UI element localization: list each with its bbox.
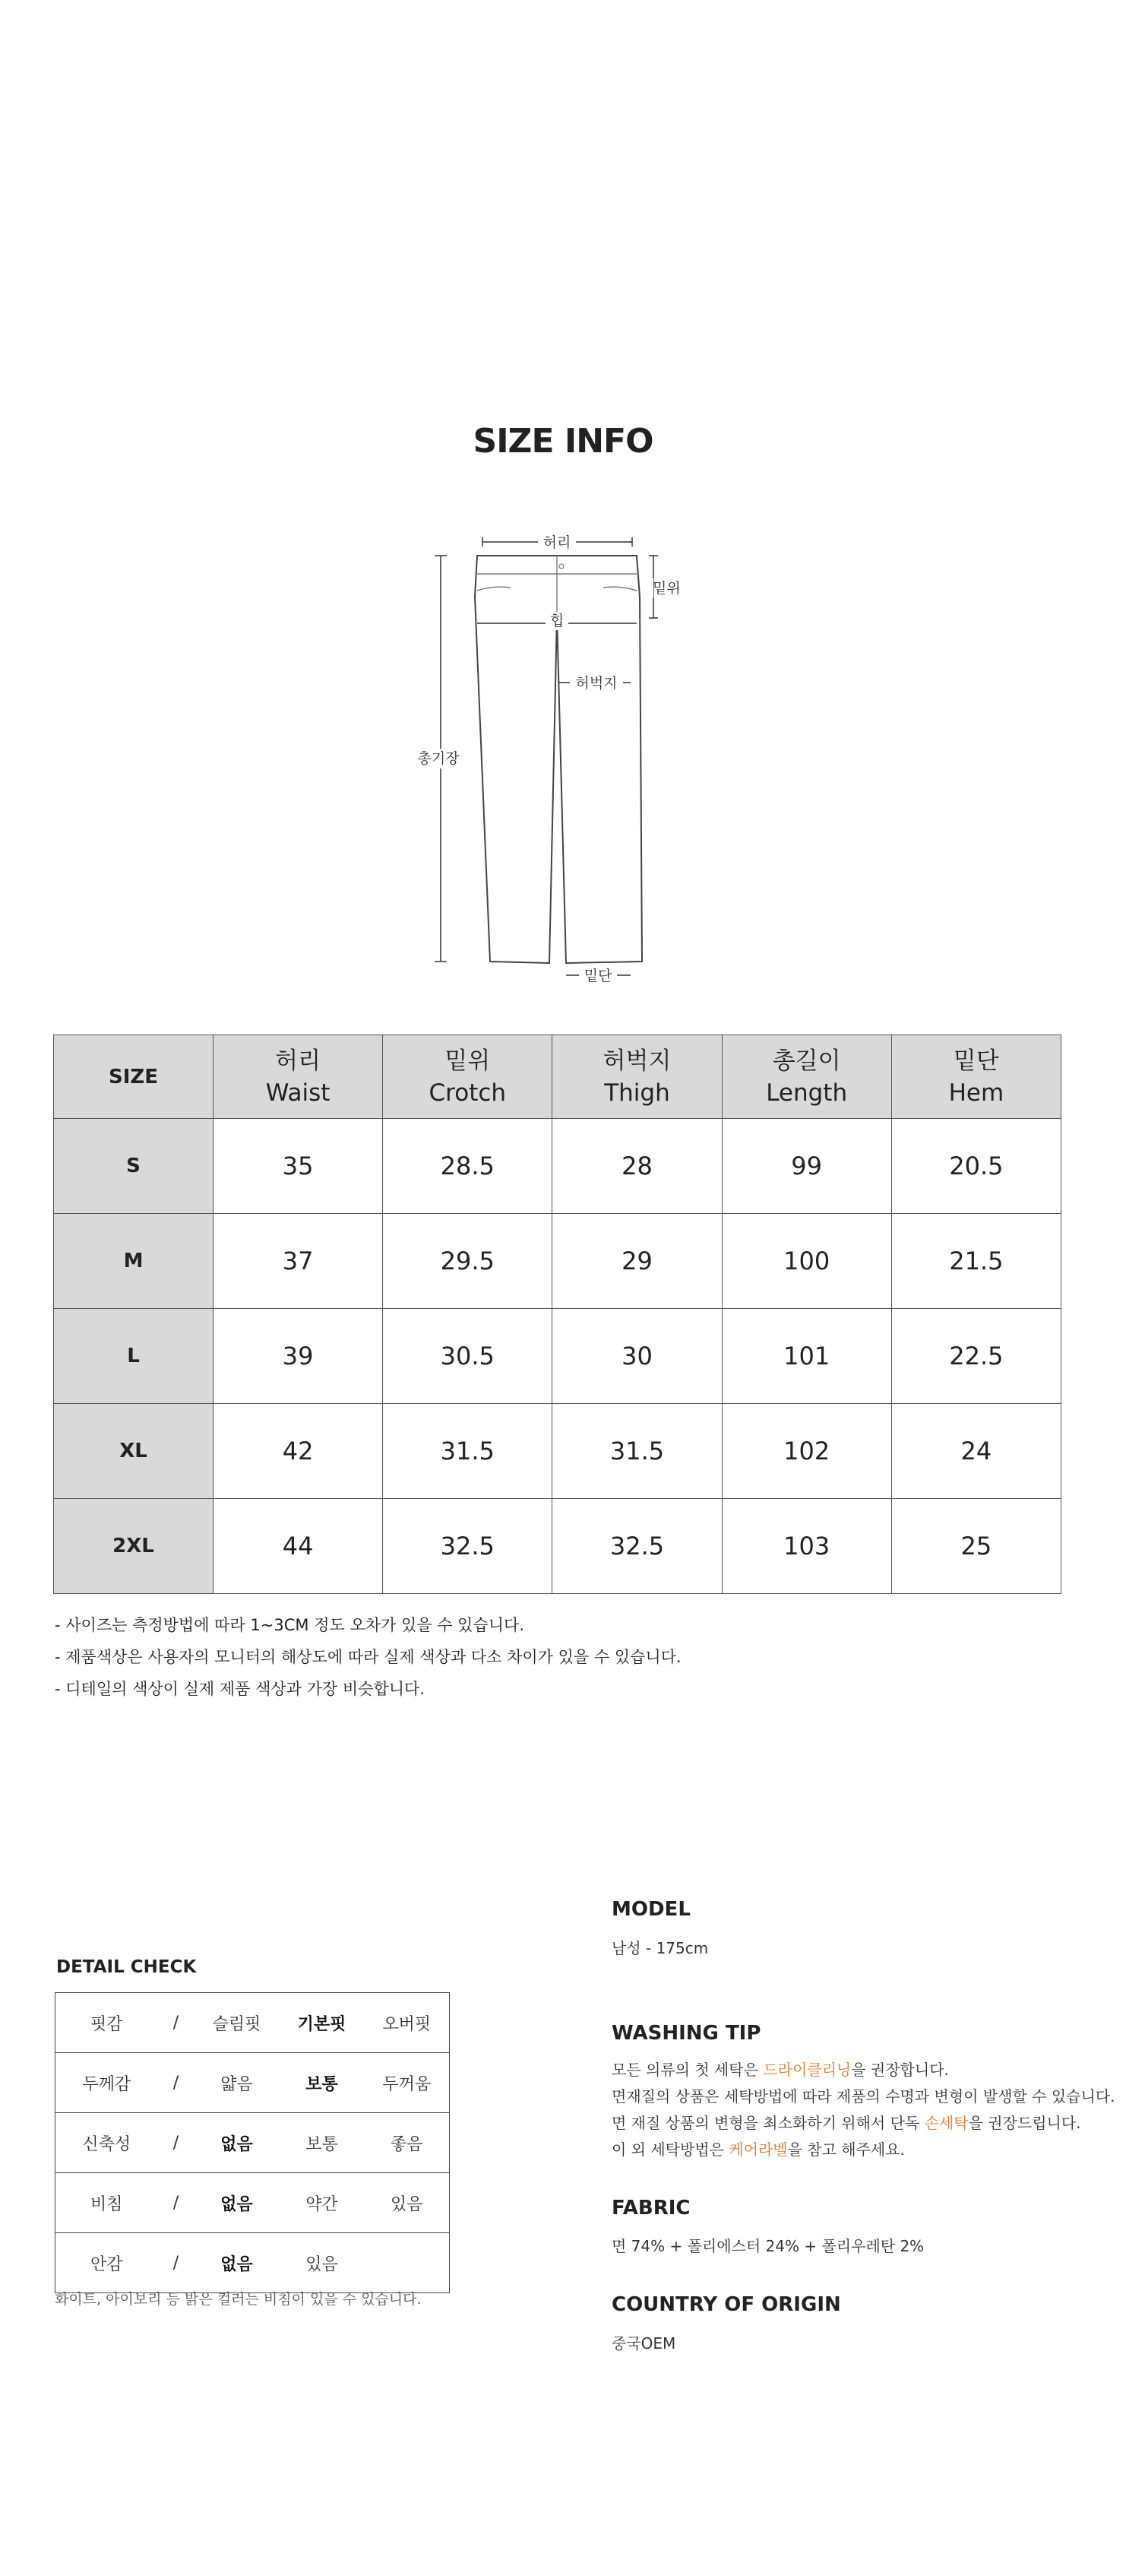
page-title: SIZE INFO xyxy=(473,422,653,461)
separator-slash: / xyxy=(158,2053,195,2113)
table-row xyxy=(54,1499,1061,1594)
detail-check-row xyxy=(55,2113,450,2173)
fabric-title: FABRIC xyxy=(612,2197,691,2220)
model-title: MODEL xyxy=(612,1898,691,1921)
size-table xyxy=(53,1035,1061,1594)
detail-check-title: DETAIL CHECK xyxy=(56,1957,197,1977)
detail-option: 보통 xyxy=(280,2053,365,2113)
value-cell: 99 xyxy=(722,1119,891,1214)
detail-option: 없음 xyxy=(195,2173,280,2233)
value-cell: 24 xyxy=(891,1404,1061,1499)
highlight-care-label: 케어라벨 xyxy=(729,2140,788,2159)
waist-label: 허리 xyxy=(542,534,571,551)
detail-option: 좋음 xyxy=(365,2113,450,2173)
value-cell: 39 xyxy=(213,1309,383,1404)
value-cell: 21.5 xyxy=(891,1214,1061,1309)
detail-option xyxy=(365,2233,450,2293)
fabric-text: 면 74% + 폴리에스터 24% + 폴리우레탄 2% xyxy=(612,2237,925,2255)
value-cell: 28.5 xyxy=(383,1119,552,1214)
detail-attribute-label: 신축성 xyxy=(55,2113,158,2173)
header-thigh: 허벅지 Thigh xyxy=(552,1035,722,1119)
value-cell: 103 xyxy=(722,1499,891,1594)
detail-attribute-label: 핏감 xyxy=(55,1993,158,2053)
detail-option: 오버핏 xyxy=(365,1993,450,2053)
hem-label: 밑단 xyxy=(584,968,612,984)
value-cell: 30 xyxy=(552,1309,722,1404)
detail-option: 없음 xyxy=(195,2113,280,2173)
washing-line: 면 재질 상품의 변형을 최소화하기 위해서 단독 손세탁을 권장드립니다. xyxy=(612,2114,1081,2132)
note-line: - 사이즈는 측정방법에 따라 1~3CM 정도 오차가 있을 수 있습니다. xyxy=(55,1616,525,1634)
size-cell: M xyxy=(54,1214,213,1309)
value-cell: 28 xyxy=(552,1119,722,1214)
detail-check-row xyxy=(55,2233,450,2293)
value-cell: 31.5 xyxy=(552,1404,722,1499)
detail-option: 보통 xyxy=(280,2113,365,2173)
detail-attribute-label: 두께감 xyxy=(55,2053,158,2113)
table-row xyxy=(54,1119,1061,1214)
value-cell: 32.5 xyxy=(383,1499,552,1594)
header-crotch: 밑위 Crotch xyxy=(383,1035,552,1119)
washing-line: 이 외 세탁방법은 케어라벨을 참고 해주세요. xyxy=(612,2140,905,2159)
separator-slash: / xyxy=(158,2173,195,2233)
value-cell: 102 xyxy=(722,1404,891,1499)
detail-option: 슬림핏 xyxy=(195,1993,280,2053)
value-cell: 37 xyxy=(213,1214,383,1309)
value-cell: 25 xyxy=(891,1499,1061,1594)
model-text: 남성 - 175cm xyxy=(612,1939,709,1957)
origin-text: 중국OEM xyxy=(612,2334,676,2353)
size-cell: S xyxy=(54,1119,213,1214)
highlight-dry-cleaning: 드라이클리닝 xyxy=(763,2061,852,2079)
detail-option: 있음 xyxy=(365,2173,450,2233)
detail-check-note: 화이트, 아이보리 등 밝은 컬러는 비침이 있을 수 있습니다. xyxy=(55,2291,422,2308)
detail-check-row xyxy=(55,2173,450,2233)
thigh-label: 허벅지 xyxy=(575,675,618,692)
size-cell: 2XL xyxy=(54,1499,213,1594)
separator-slash: / xyxy=(158,1993,195,2053)
detail-attribute-label: 안감 xyxy=(55,2233,158,2293)
header-length: 총길이 Length xyxy=(722,1035,891,1119)
value-cell: 100 xyxy=(722,1214,891,1309)
size-table-header xyxy=(54,1035,1061,1119)
detail-option: 얇음 xyxy=(195,2053,280,2113)
value-cell: 31.5 xyxy=(383,1404,552,1499)
value-cell: 30.5 xyxy=(383,1309,552,1404)
value-cell: 35 xyxy=(213,1119,383,1214)
detail-check-row xyxy=(55,2053,450,2113)
table-row xyxy=(54,1309,1061,1404)
separator-slash: / xyxy=(158,2113,195,2173)
separator-slash: / xyxy=(158,2233,195,2293)
washing-line: 면재질의 상품은 세탁방법에 따라 제품의 수명과 변형이 발생할 수 있습니다. xyxy=(612,2087,1115,2105)
table-row xyxy=(54,1214,1061,1309)
header-hem: 밑단 Hem xyxy=(891,1035,1061,1119)
header-waist: 허리 Waist xyxy=(213,1035,383,1119)
note-line: - 디테일의 색상이 실제 제품 색상과 가장 비슷합니다. xyxy=(55,1680,425,1698)
origin-title: COUNTRY OF ORIGIN xyxy=(612,2293,841,2316)
detail-check-row xyxy=(55,1993,450,2053)
detail-option: 없음 xyxy=(195,2233,280,2293)
length-label: 총기장 xyxy=(417,750,460,767)
detail-option: 기본핏 xyxy=(280,1993,365,2053)
washing-tip-title: WASHING TIP xyxy=(612,2022,761,2045)
washing-line: 모든 의류의 첫 세탁은 드라이클리닝을 권장합니다. xyxy=(612,2061,949,2079)
value-cell: 42 xyxy=(213,1404,383,1499)
value-cell: 101 xyxy=(722,1309,891,1404)
size-cell: XL xyxy=(54,1404,213,1499)
detail-attribute-label: 비침 xyxy=(55,2173,158,2233)
detail-check-table xyxy=(55,1992,450,2293)
washing-tip-text xyxy=(612,2057,1115,2163)
value-cell: 32.5 xyxy=(552,1499,722,1594)
pants-measurement-diagram xyxy=(410,528,681,984)
rise-label: 밑위 xyxy=(653,580,681,597)
detail-option: 두꺼움 xyxy=(365,2053,450,2113)
table-row xyxy=(54,1404,1061,1499)
value-cell: 20.5 xyxy=(891,1119,1061,1214)
highlight-hand-wash: 손세탁 xyxy=(924,2114,969,2132)
value-cell: 44 xyxy=(213,1499,383,1594)
value-cell: 22.5 xyxy=(891,1309,1061,1404)
note-line: - 제품색상은 사용자의 모니터의 해상도에 따라 실제 색상과 다소 차이가 있을 수 있습니다. xyxy=(55,1648,682,1666)
value-cell: 29.5 xyxy=(383,1214,552,1309)
detail-option: 있음 xyxy=(280,2233,365,2293)
hip-label: 힙 xyxy=(549,613,565,629)
header-size: SIZE xyxy=(54,1035,213,1119)
detail-option: 약간 xyxy=(280,2173,365,2233)
value-cell: 29 xyxy=(552,1214,722,1309)
size-notes xyxy=(55,1609,682,1705)
size-cell: L xyxy=(54,1309,213,1404)
